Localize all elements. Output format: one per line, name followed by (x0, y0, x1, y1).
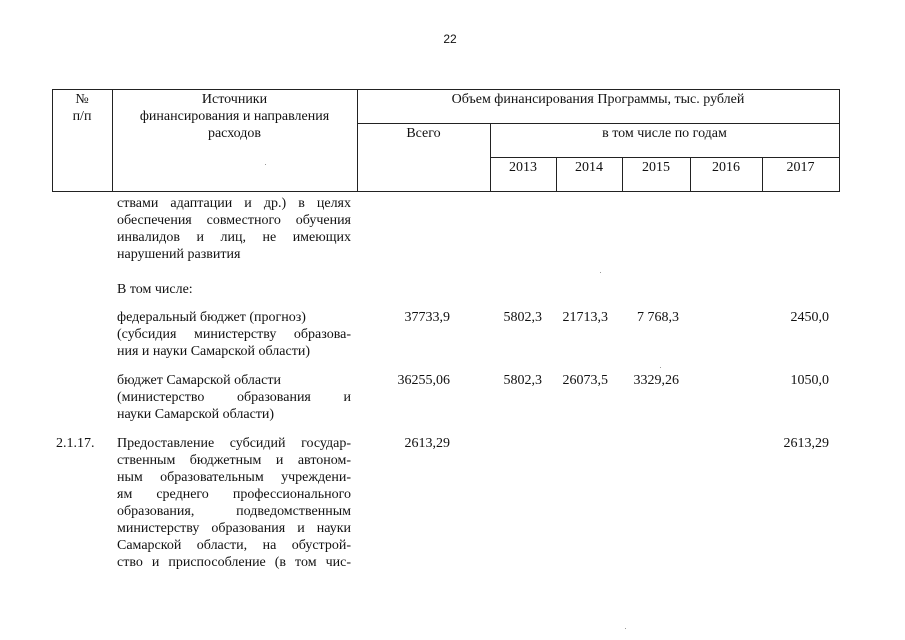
federal-budget-2017: 2450,0 (790, 310, 829, 325)
federal-budget-2015: 7 768,3 (637, 310, 679, 325)
continuation-text: ствами адаптации и др.) в целях обеспечения совместного обучения инвалидов и лиц, не имеющих нарушений развития (117, 196, 351, 262)
regional-budget-2013: 5802,3 (503, 373, 542, 388)
header-year-2013: 2013 (509, 160, 537, 175)
item-total: 2613,29 (404, 436, 450, 451)
header-col-source: Источники финансирования и направления расходов (139, 92, 330, 141)
header-year-2017: 2017 (786, 160, 815, 175)
federal-budget-2014: 21713,3 (562, 310, 608, 325)
federal-budget-2013: 5802,3 (503, 310, 542, 325)
page-number: 22 (443, 32, 457, 46)
regional-budget-total: 36255,06 (397, 373, 450, 388)
header-col-by-years: в том числе по годам (602, 126, 727, 141)
item-number: 2.1.17. (56, 436, 95, 451)
item-description: Предоставление субсидий государ- ственным бюджетным и автоном- ным образовательным учреждени- ям среднего профессионального образования, подведомственным министерству образования и науки Самарской области, на обустрой- ство и приспособление (в том чис- (117, 436, 351, 570)
header-year-2015: 2015 (642, 160, 670, 175)
regional-budget-2017: 1050,0 (790, 373, 829, 388)
regional-budget-2014: 26073,5 (562, 373, 608, 388)
header-col-number: № п/п (72, 92, 92, 124)
item-2017: 2613,29 (783, 436, 829, 451)
header-year-2016: 2016 (712, 160, 740, 175)
header-year-2014: 2014 (575, 160, 603, 175)
federal-budget-text: федеральный бюджет (прогноз) (субсидия министерству образова- ния и науки Самарской области) (117, 310, 351, 359)
in-that-number-label: В том числе: (117, 282, 193, 297)
federal-budget-total: 37733,9 (404, 310, 450, 325)
regional-budget-2015: 3329,26 (633, 373, 679, 388)
regional-budget-text: бюджет Самарской области (министерство образования и науки Самарской области) (117, 373, 351, 422)
header-col-total: Всего (406, 126, 441, 141)
header-col-volume: Объем финансирования Программы, тыс. рублей (451, 92, 745, 107)
